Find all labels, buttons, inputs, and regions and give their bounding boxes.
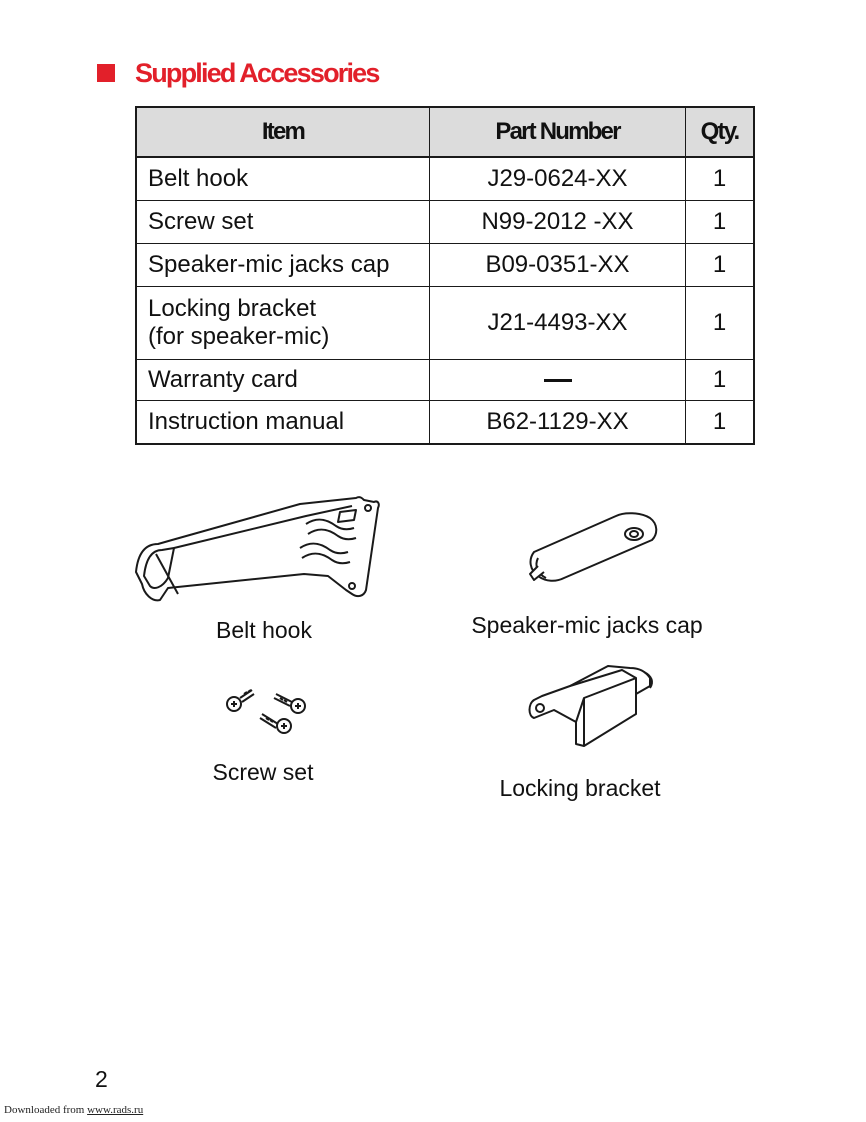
accessories-table — [135, 106, 755, 445]
item-name: Speaker-mic jacks cap — [148, 251, 390, 279]
part-number-cell: J21-4493-XX — [430, 287, 686, 360]
part-number-cell: B62-1129-XX — [430, 401, 686, 445]
table-row — [136, 157, 754, 201]
screw-set-illustration — [222, 684, 316, 738]
item-cell — [136, 201, 430, 244]
part-number-cell: N99-2012 -XX — [430, 201, 686, 244]
heading-bullet-icon — [97, 64, 115, 82]
locking-bracket-illustration — [524, 660, 660, 754]
item-cell — [136, 401, 430, 445]
part-number-cell — [430, 360, 686, 401]
item-note: (for speaker-mic) — [148, 323, 330, 350]
item-cell — [136, 157, 430, 201]
item-name: Belt hook — [148, 165, 249, 193]
belt-hook-caption: Belt hook — [216, 617, 312, 643]
item-cell — [136, 287, 430, 360]
jacks-cap-illustration — [520, 508, 662, 588]
screw-icon — [227, 690, 254, 711]
item-name: Screw set — [148, 208, 254, 236]
table-row — [136, 401, 754, 445]
screw-icon — [274, 694, 305, 713]
table-row — [136, 287, 754, 360]
table-header-row — [136, 107, 754, 157]
qty-cell: 1 — [686, 201, 755, 244]
table-row — [136, 360, 754, 401]
table-row — [136, 201, 754, 244]
qty-cell: 1 — [686, 244, 755, 287]
part-number-cell: J29-0624-XX — [430, 157, 686, 201]
part-number-cell: B09-0351-XX — [430, 244, 686, 287]
footer-link[interactable]: www.rads.ru — [87, 1104, 144, 1116]
qty-cell: 1 — [686, 287, 755, 360]
item-name: Instruction manual — [148, 408, 345, 436]
section-heading — [97, 56, 379, 90]
jacks-cap-caption: Speaker-mic jacks cap — [471, 612, 703, 638]
header-part-number: Part Number — [430, 107, 686, 157]
item-cell — [136, 244, 430, 287]
screw-icon — [260, 714, 291, 733]
belt-hook-illustration — [128, 492, 388, 604]
page-number: 2 — [95, 1066, 108, 1092]
qty-cell: 1 — [686, 360, 755, 401]
header-item: Item — [136, 107, 430, 157]
table-row — [136, 244, 754, 287]
footer-prefix: Downloaded from — [4, 1104, 88, 1116]
section-title: Supplied Accessories — [135, 57, 379, 88]
locking-bracket-caption: Locking bracket — [499, 775, 661, 801]
screw-set-caption: Screw set — [212, 759, 314, 785]
qty-cell: 1 — [686, 157, 755, 201]
item-cell — [136, 360, 430, 401]
item-name: Warranty card — [148, 366, 298, 394]
item-name: Locking bracket — [148, 295, 317, 323]
qty-cell: 1 — [686, 401, 755, 445]
download-footer — [4, 1104, 167, 1116]
header-qty: Qty. — [686, 107, 755, 157]
no-part-number-dash — [544, 379, 572, 382]
